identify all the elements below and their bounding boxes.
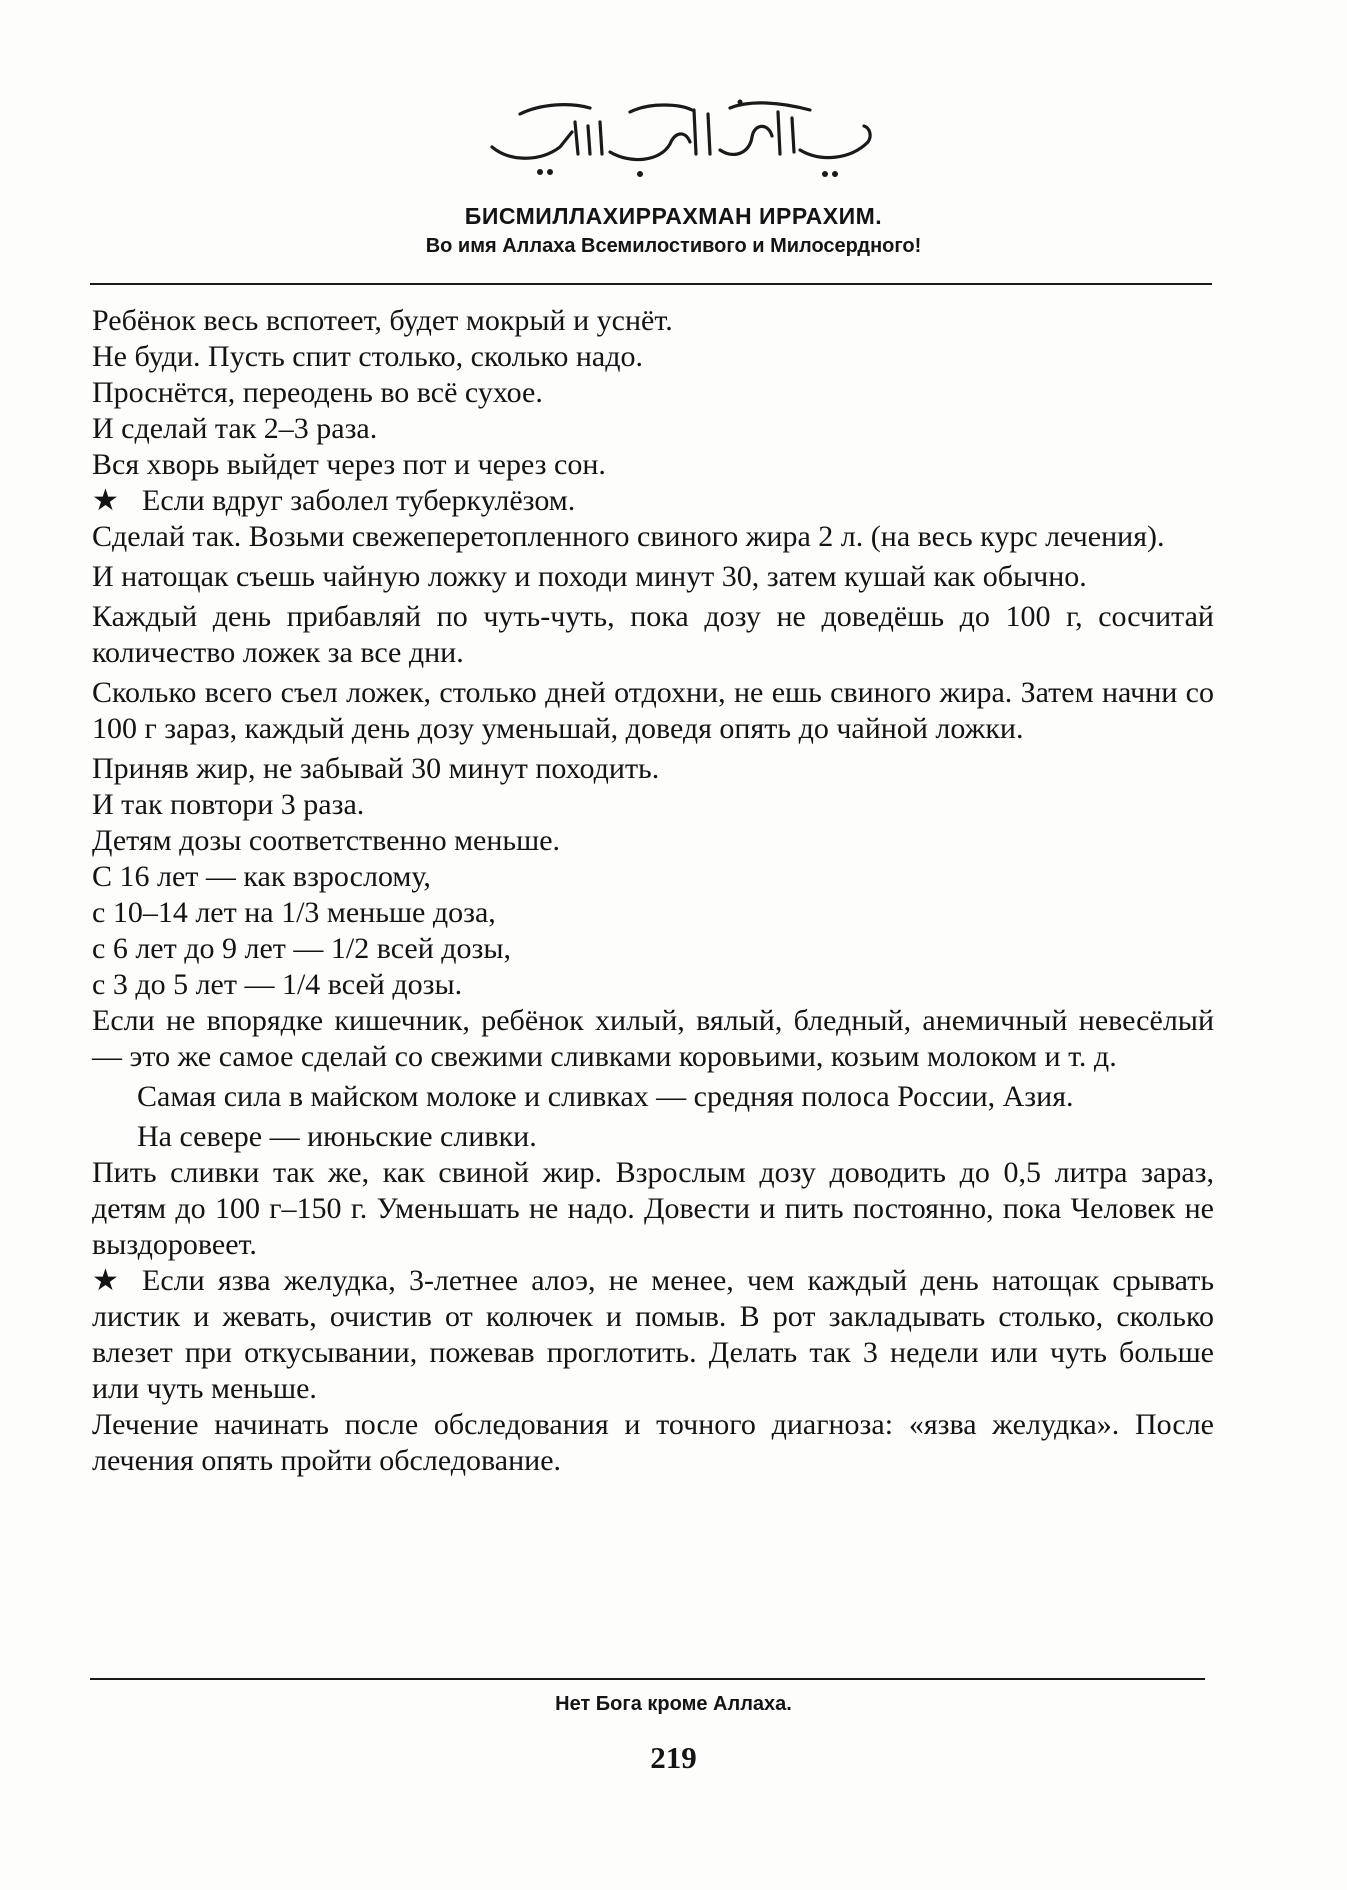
header-divider xyxy=(90,283,1212,285)
paragraph: с 6 лет до 9 лет — 1/2 всей дозы, xyxy=(92,932,512,965)
paragraph: Лечение начинать после обследования и точного диагноза: «язва желудка». После лечения опять пройти обследование. xyxy=(92,1408,1214,1477)
body-text xyxy=(92,303,1214,1479)
paragraph: И сделай так 2–3 раза. xyxy=(92,412,378,445)
paragraph: Сделай так. Возьми свежеперетопленного свиного жира 2 л. (на весь курс лечения). xyxy=(92,520,1165,553)
paragraph: Сколько всего съел ложек, столько дней отдохни, не ешь свиного жира. Затем начни со 100 г зараз, каждый день дозу уменьшай, доведя опять до чайной ложки. xyxy=(92,676,1214,745)
paragraph: с 3 до 5 лет — 1/4 всей дозы. xyxy=(92,968,463,1001)
paragraph: На севере — июньские сливки. xyxy=(137,1120,537,1153)
paragraph: Приняв жир, не забывай 30 минут походить. xyxy=(92,752,660,785)
paragraph: И натощак съешь чайную ложку и походи минут 30, затем кушай как обычно. xyxy=(92,560,1087,593)
page-header-subtitle: Во имя Аллаха Всемилостивого и Милосердного! xyxy=(425,235,922,257)
paragraph-text: Если язва желудка, 3-летнее алоэ, не менее, чем каждый день натощак срывать листик и жевать, очистив от колючек и помыв. В рот закладывать столько, сколько влезет при откусывании, пожевав проглотить. Делать так 3 недели или чуть больше или чуть меньше. xyxy=(92,1264,1214,1405)
page-number: 219 xyxy=(650,1740,697,1775)
paragraph: Проснётся, переодень во всё сухое. xyxy=(92,376,543,409)
page-footer: Нет Бога кроме Аллаха. xyxy=(555,1693,792,1715)
paragraph: С 16 лет — как взрослому, xyxy=(92,860,431,893)
paragraph-starred xyxy=(92,1263,1214,1407)
paragraph: Пить сливки так же, как свиной жир. Взрослым дозу доводить до 0,5 литра зараз, детям до 100 г–150 г. Уменьшать не надо. Довести и пить постоянно, пока Человек не выздоровеет. xyxy=(92,1156,1214,1261)
star-icon: ★ xyxy=(92,484,119,517)
paragraph: Не буди. Пусть спит столько, сколько надо. xyxy=(92,340,643,373)
paragraph: Каждый день прибавляй по чуть-чуть, пока дозу не доведёшь до 100 г, сосчитай количество ложек за все дни. xyxy=(92,600,1214,669)
page-header-title: БИСМИЛЛАХИРРАХМАН ИРРАХИМ. xyxy=(464,203,883,229)
paragraph-starred xyxy=(92,483,1214,519)
bismillah-calligraphy-icon xyxy=(480,92,880,182)
footer-divider xyxy=(90,1678,1205,1680)
star-icon: ★ xyxy=(92,1264,119,1297)
paragraph: Детям дозы соответственно меньше. xyxy=(92,824,561,857)
paragraph-text: Если вдруг заболел туберкулёзом. xyxy=(142,484,576,517)
paragraph: с 10–14 лет на 1/3 меньше доза, xyxy=(92,896,496,929)
paragraph: Вся хворь выйдет через пот и через сон. xyxy=(92,448,606,481)
paragraph: Если не впорядке кишечник, ребёнок хилый, вялый, бледный, анемичный невесёлый — это же самое сделай со свежими сливками коровьими, козьим молоком и т. д. xyxy=(92,1004,1214,1073)
paragraph: Ребёнок весь вспотеет, будет мокрый и уснёт. xyxy=(92,304,673,337)
paragraph: И так повтори 3 раза. xyxy=(92,788,365,821)
paragraph: Самая сила в майском молоке и сливках — средняя полоса России, Азия. xyxy=(137,1080,1074,1113)
